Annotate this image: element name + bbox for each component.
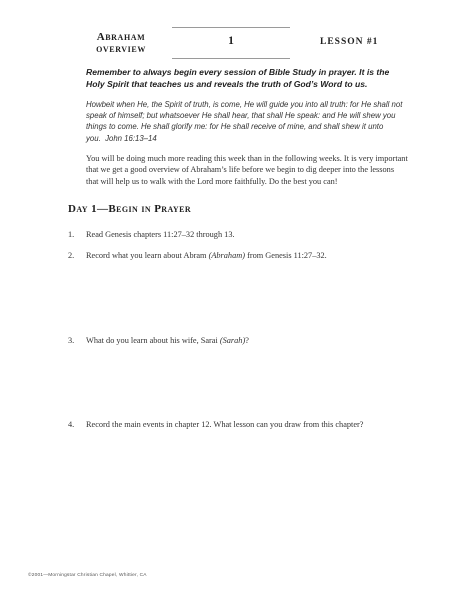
lesson-number: LESSON #1 <box>320 37 379 47</box>
page-number: 1 <box>228 35 234 47</box>
question-text <box>86 335 408 346</box>
scripture-text: Howbeit when He, the Spirit of truth, is come, He will guide you into all truth: for He shall not speak of himself; but whatsoever He shall hear, that shall He speak: and He will shew you things to come. He shall glorify me: for He shall receive of mine, and shall shew it unto you. <box>86 100 403 143</box>
question-text-end: from Genesis 11:27–32. <box>245 251 327 260</box>
copyright-footer: ©2001—Morningstar Christian Chapel, Whittier, CA <box>28 573 147 578</box>
day-heading: Day 1—Begin in Prayer <box>68 203 192 215</box>
question-text: Read Genesis chapters 11:27–32 through 13. <box>86 230 235 239</box>
lesson-title <box>86 31 156 55</box>
question-item <box>68 229 408 240</box>
question-number: 3. <box>68 336 75 345</box>
question-item <box>68 250 408 261</box>
lesson-title-line2: overview <box>96 43 146 55</box>
scripture-quote <box>86 99 408 144</box>
question-text-italic: (Abraham) <box>208 251 245 260</box>
question-item <box>68 335 408 346</box>
question-text-italic: (Sarah) <box>219 336 246 345</box>
question-text-start: What do you learn about his wife, Sarai <box>86 336 220 345</box>
lesson-title-line1: Abraham <box>96 31 146 43</box>
question-text <box>86 250 408 261</box>
question-number: 1. <box>68 230 75 239</box>
question-number: 2. <box>68 251 75 260</box>
question-number: 4. <box>68 420 75 429</box>
question-text-start: Record what you learn about Abram <box>86 251 209 260</box>
question-item <box>68 419 408 430</box>
page-number-box <box>172 27 290 59</box>
overview-paragraph: You will be doing much more reading this week than in the following weeks. It is very important that we get a good overview of Abraham’s life before we begin to dig deeper into the lessons that will help us to walk with the Lord more faithfully. Do the best you can! <box>86 154 408 186</box>
question-text: Record the main events in chapter 12. What lesson can you draw from this chapter? <box>86 420 364 429</box>
prayer-reminder: Remember to always begin every session of Bible Study in prayer. It is the Holy Spirit that teaches us and reveals the truth of God’s Word to us. <box>86 67 390 90</box>
question-text-end: ? <box>245 336 249 345</box>
scripture-reference: John 16:13–14 <box>105 133 157 143</box>
